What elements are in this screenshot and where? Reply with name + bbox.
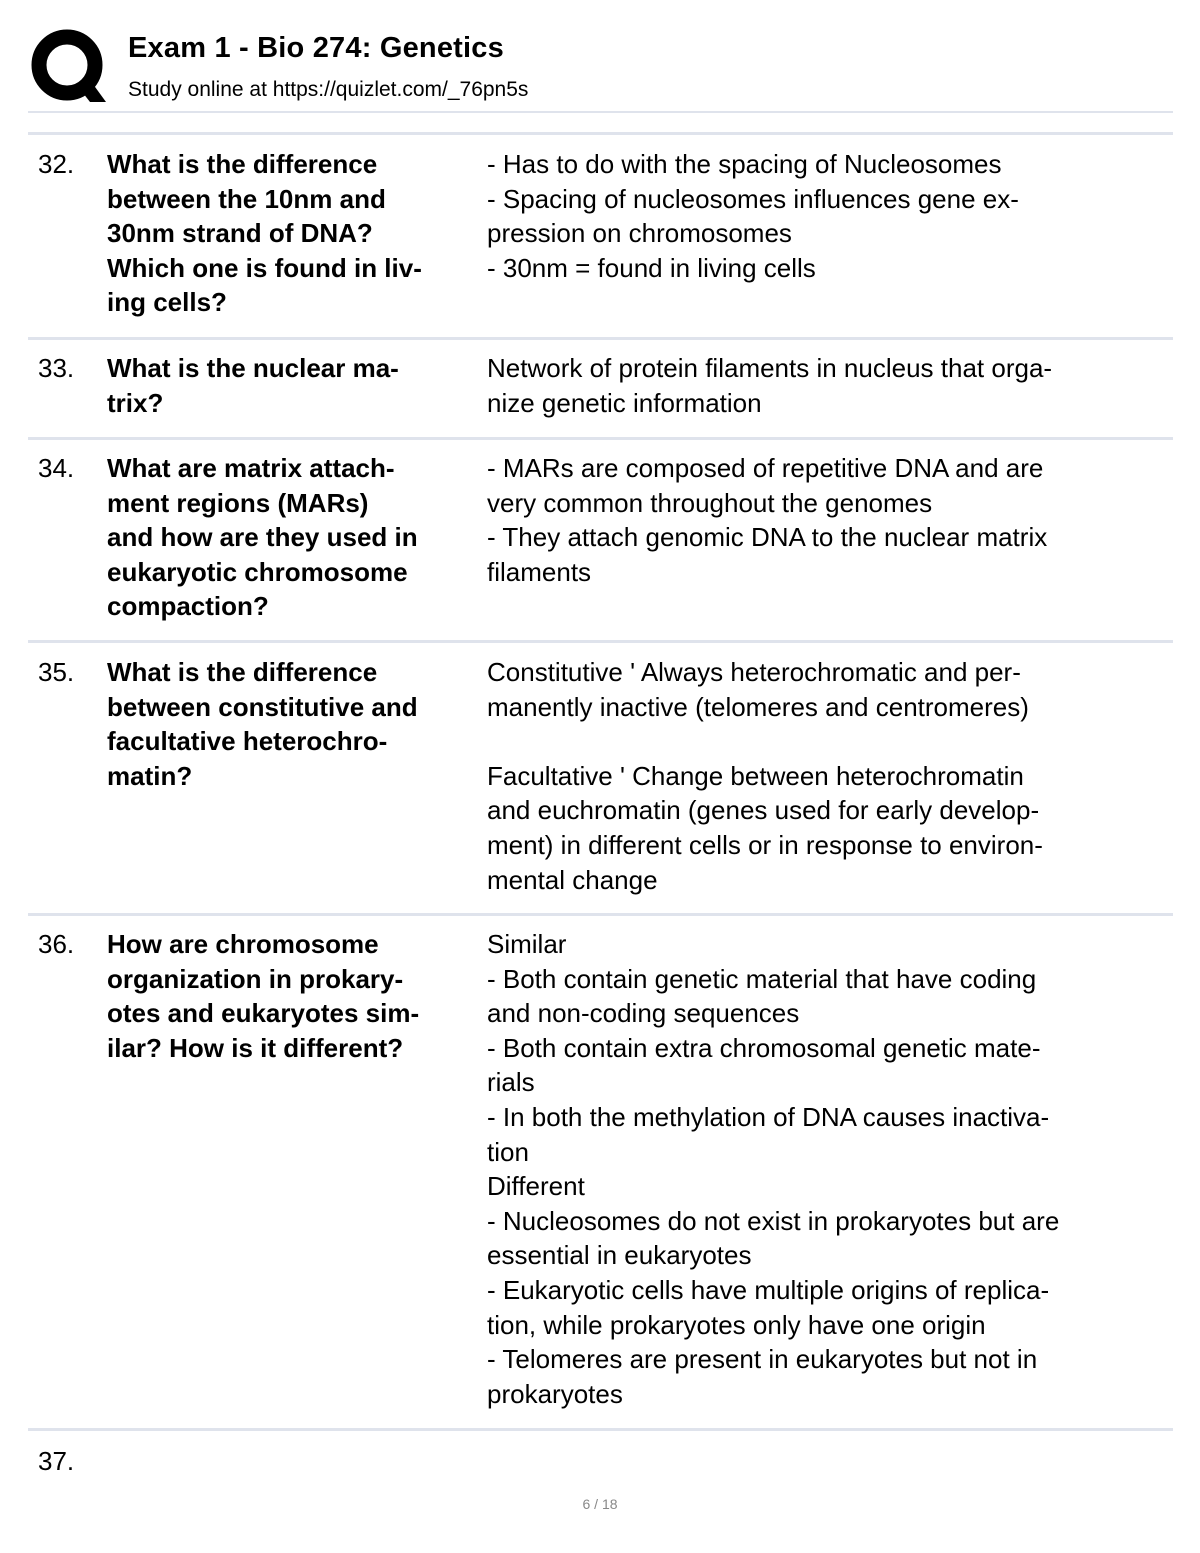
- study-online-link[interactable]: Study online at https://quizlet.com/_76pn5s: [128, 78, 529, 101]
- card-number: 37.: [38, 1446, 75, 1476]
- question-line: ilar? How is it different?: [107, 1032, 404, 1063]
- question-line: otes and eukaryotes sim-: [107, 998, 420, 1029]
- answer-line: Facultative ' Change between heterochromatin: [487, 760, 1024, 791]
- card-number: 35.: [38, 657, 75, 687]
- card-question: [107, 351, 487, 420]
- header-divider: [28, 111, 1173, 113]
- question-line: Which one is found in liv-: [107, 252, 422, 283]
- question-line: 30nm strand of DNA?: [107, 218, 373, 249]
- question-line: What are matrix attach-: [107, 453, 395, 483]
- answer-line: manently inactive (telomeres and centromeres): [487, 691, 1029, 722]
- answer-line: mental change: [487, 864, 658, 895]
- answer-line: Network of protein filaments in nucleus that orga-: [487, 353, 1053, 383]
- answer-line: pression on chromosomes: [487, 218, 792, 249]
- answer-line: - Telomeres are present in eukaryotes but not in: [487, 1344, 1038, 1375]
- answer-line: prokaryotes: [487, 1378, 623, 1409]
- answer-line: nize genetic information: [487, 387, 762, 418]
- answer-line: very common throughout the genomes: [487, 487, 933, 518]
- card-number: 34.: [38, 453, 75, 483]
- page-title: Exam 1 - Bio 274: Genetics: [128, 32, 504, 64]
- answer-line: rials: [487, 1067, 535, 1098]
- answer-line: Similar: [487, 929, 567, 959]
- answer-line: filaments: [487, 556, 592, 587]
- question-line: and how are they used in: [107, 522, 418, 553]
- answer-line: tion: [487, 1136, 529, 1167]
- answer-line: Constitutive ' Always heterochromatic and per-: [487, 657, 1021, 687]
- answer-line: - Nucleosomes do not exist in prokaryotes but are: [487, 1205, 1060, 1236]
- page-number: 6 / 18: [582, 1496, 618, 1512]
- header-divider-2: [28, 132, 1173, 135]
- card-divider: [28, 913, 1173, 916]
- answer-line: - MARs are composed of repetitive DNA and are: [487, 453, 1044, 483]
- answer-line: - Spacing of nucleosomes influences gene ex-: [487, 183, 1019, 214]
- card-question: [107, 451, 487, 624]
- answer-line: - Eukaryotic cells have multiple origins of replica-: [487, 1274, 1050, 1305]
- card-question: [107, 147, 487, 320]
- card-answer: [487, 147, 1167, 285]
- question-line: How are chromosome: [107, 929, 379, 959]
- question-line: between constitutive and: [107, 691, 418, 722]
- card-number: 36.: [38, 929, 75, 959]
- answer-line: - In both the methylation of DNA causes inactiva-: [487, 1101, 1050, 1132]
- card-divider: [28, 337, 1173, 340]
- question-line: ing cells?: [107, 287, 227, 318]
- question-line: between the 10nm and: [107, 183, 386, 214]
- quizlet-logo: [30, 28, 108, 106]
- card-answer: [487, 351, 1167, 420]
- question-line: organization in prokary-: [107, 963, 404, 994]
- card-question: [107, 927, 487, 1065]
- card-number: 32.: [38, 149, 75, 179]
- answer-line: and euchromatin (genes used for early develop-: [487, 795, 1040, 826]
- card-question: [107, 655, 487, 793]
- answer-line: and non-coding sequences: [487, 998, 800, 1029]
- answer-gap: [487, 724, 1167, 759]
- answer-line: tion, while prokaryotes only have one origin: [487, 1309, 986, 1340]
- card-divider: [28, 640, 1173, 643]
- card-answer: [487, 927, 1167, 1411]
- answer-line: ment) in different cells or in response to environ-: [487, 829, 1043, 860]
- question-line: What is the nuclear ma-: [107, 353, 399, 383]
- answer-line: Different: [487, 1171, 585, 1202]
- question-line: compaction?: [107, 591, 269, 622]
- answer-line: essential in eukaryotes: [487, 1240, 752, 1271]
- card-divider: [28, 1428, 1173, 1431]
- question-line: What is the difference: [107, 657, 378, 687]
- card-answer: [487, 451, 1167, 589]
- question-line: facultative heterochro-: [107, 726, 388, 757]
- card-divider: [28, 437, 1173, 440]
- answer-line: - Both contain genetic material that have coding: [487, 963, 1037, 994]
- answer-line: - They attach genomic DNA to the nuclear matrix: [487, 522, 1048, 553]
- answer-line: - Has to do with the spacing of Nucleosomes: [487, 149, 1002, 179]
- question-line: matin?: [107, 760, 193, 791]
- question-line: What is the difference: [107, 149, 378, 179]
- question-line: ment regions (MARs): [107, 487, 369, 518]
- question-line: eukaryotic chromosome: [107, 556, 408, 587]
- card-number: 33.: [38, 353, 75, 383]
- answer-line: - 30nm = found in living cells: [487, 252, 816, 283]
- card-answer: [487, 655, 1167, 897]
- answer-line: - Both contain extra chromosomal genetic mate-: [487, 1032, 1041, 1063]
- question-line: trix?: [107, 387, 164, 418]
